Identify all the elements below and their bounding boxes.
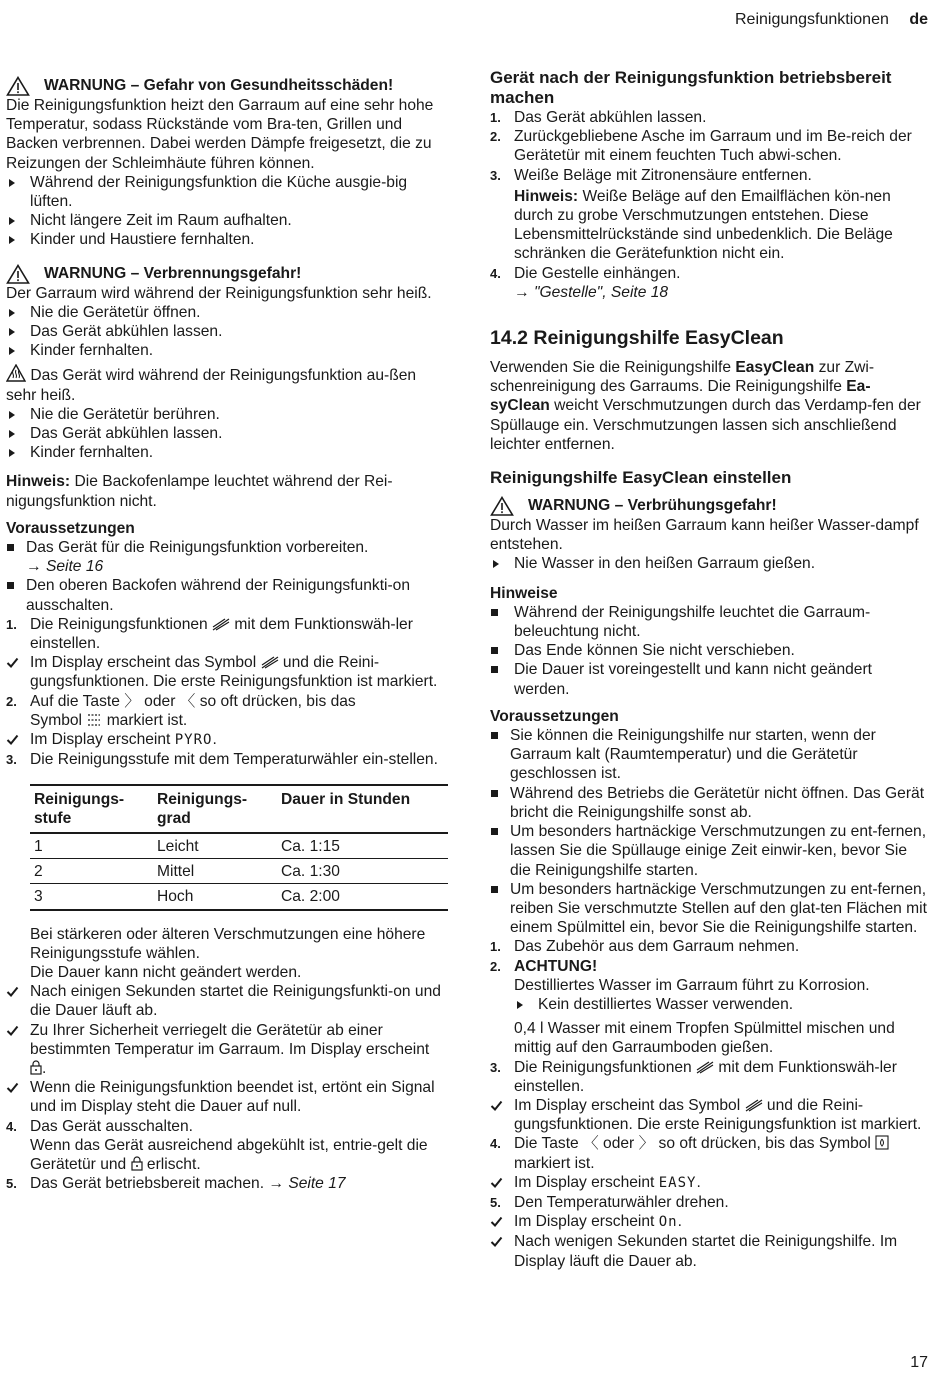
step-number: 1. — [490, 939, 501, 955]
step-text: Symbol — [30, 711, 82, 729]
warning-triangle-icon — [6, 76, 30, 96]
result — [6, 1078, 444, 1116]
chapter-heading: 14.2 Reinigungshilfe EasyClean — [490, 327, 784, 350]
page-reference: Seite 16 — [45, 558, 104, 576]
prerequisites-title: Voraussetzungen — [490, 707, 619, 725]
result — [6, 653, 444, 691]
checkmark-icon — [6, 733, 19, 746]
step-number: 4. — [6, 1118, 17, 1134]
table-cell: Ca. 1:15 — [277, 833, 448, 859]
warning-scald — [490, 496, 930, 516]
warning-triangle-icon — [490, 496, 514, 516]
result — [490, 1096, 930, 1134]
table-row — [30, 859, 448, 884]
list-item: Das Ende können Sie nicht verschieben. — [490, 641, 930, 660]
step-number: 2. — [490, 129, 501, 145]
step-text: markiert ist. — [514, 1154, 595, 1172]
step — [6, 1174, 444, 1193]
intro-text: weicht Verschmutzungen durch das Verdamp-fen der Spüllauge ein. Verschmutzungen lassen sich anschließend leichter entfernen. — [490, 397, 921, 453]
result-text: Zu Ihrer Sicherheit verriegelt die Gerätetür ab einer bestimmten Temperatur im Garraum. Im Display erscheint — [30, 1021, 430, 1058]
hint — [490, 187, 930, 264]
section-heading: Gerät nach der Reinigungsfunktion betriebsbereit machen — [490, 68, 892, 107]
step-text: erlischt. — [146, 1155, 201, 1173]
step-number: 2. — [490, 958, 501, 974]
step — [490, 108, 930, 127]
step-number: 5. — [490, 1194, 501, 1210]
step-number: 2. — [6, 693, 17, 709]
step — [490, 937, 930, 956]
cleaning-level-table — [30, 784, 448, 911]
page-header — [735, 10, 928, 29]
step-number: 3. — [490, 1059, 501, 1075]
step-text: Wenn das Gerät ausreichend abgekühlt ist, entrie-gelt die Gerätetür und — [30, 1136, 428, 1173]
step-text: Das Zubehör aus dem Garraum nehmen. — [514, 938, 800, 956]
note-text: Bei stärkeren oder älteren Verschmutzungen eine höhere Reinigungsstufe wählen. — [30, 925, 426, 962]
list-item: Den oberen Backofen während der Reinigungsfunkti-on ausschalten. — [6, 576, 444, 614]
intro-text: Ea-syClean — [490, 378, 871, 415]
step-text: mit dem Funktionswäh-ler einstellen. — [30, 615, 413, 653]
checkmark-icon — [490, 1235, 503, 1248]
warning-text: Die Reinigungsfunktion heizt den Garraum auf eine sehr hohe Temperatur, sodass Rückstände vom Bra-ten, Grillen und Backen verbrennen. Dabei werden Dämpfe freigesetzt, die zu Reizungen der Schleimhäute führen können. — [6, 97, 434, 172]
lock-icon — [30, 1060, 42, 1075]
step — [6, 615, 444, 653]
prerequisites-title: Voraussetzungen — [6, 519, 135, 537]
step — [6, 692, 444, 730]
warning-title: WARNUNG – Verbrennungsgefahr! — [44, 265, 302, 283]
step-text: Auf die Taste — [30, 692, 120, 710]
result-text: Im Display erscheint — [514, 1173, 655, 1191]
arrow-icon: → — [514, 283, 530, 301]
list-item: Um besonders hartnäckige Verschmutzungen zu ent-fernen, reiben Sie verschmutzte Stellen auf den glat-ten Flächen mit einem Spülmittel ein, bevor Sie die Reinigungshilfe starten. — [490, 880, 930, 938]
result — [490, 1173, 930, 1193]
step-text: so oft drücken, bis das Symbol — [658, 1135, 871, 1153]
arrow-icon: → — [26, 558, 42, 576]
step-number: 4. — [490, 1136, 501, 1152]
result-text: . — [212, 731, 217, 749]
intro-paragraph — [490, 358, 930, 454]
table-header-row — [30, 785, 448, 833]
table-cell: Ca. 1:30 — [277, 859, 448, 884]
result — [6, 1021, 444, 1079]
checkmark-icon — [6, 985, 19, 998]
step-text: 0,4 l Wasser mit einem Tropfen Spülmittel mischen und mittig auf den Garraumboden gießen. — [514, 1020, 895, 1057]
warning-text: Das Gerät wird während der Reinigungsfunktion au-ßen sehr heiß. — [6, 367, 417, 404]
step-text: Das Gerät abkühlen lassen. — [514, 109, 707, 126]
right-column — [490, 68, 930, 1271]
warning-text: Durch Wasser im heißen Garraum kann heißer Wasser-dampf entstehen. — [490, 517, 919, 554]
attention-text: Destilliertes Wasser im Garraum führt zu Korrosion. — [514, 976, 870, 994]
step-text: so oft drücken, bis das — [199, 692, 356, 710]
chevron-left-icon: 〈 — [179, 692, 196, 710]
step-text: Die Gestelle einhängen. — [514, 264, 681, 282]
display-readout: EASY — [658, 1174, 697, 1191]
prereq-text: Das Gerät für die Reinigungsfunktion vorbereiten. — [26, 539, 369, 557]
table-row — [30, 884, 448, 910]
step-number: 5. — [6, 1176, 17, 1192]
list-item: Sie können die Reinigungshilfe nur starten, wenn der Garraum kalt (Raumtemperatur) und die Gerätetür geschlossen ist. — [490, 726, 930, 784]
table-row — [30, 833, 448, 859]
result-text: Nach wenigen Sekunden startet die Reinigungshilfe. Im Display läuft die Dauer ab. — [514, 1233, 898, 1270]
result-text: . — [696, 1173, 701, 1191]
list-item: Während des Betriebs die Gerätetür nicht öffnen. Das Gerät bricht die Reinigungshilfe sonst ab. — [490, 784, 930, 822]
step-text: Das Gerät ausschalten. — [30, 1117, 193, 1135]
step-text: Die Reinigungsfunktionen — [30, 615, 208, 633]
list-item: Nie die Gerätetür berühren. — [6, 405, 444, 424]
result-text: Nach einigen Sekunden startet die Reinigungsfunkti-on und die Dauer läuft ab. — [30, 983, 441, 1020]
step-text: Den Temperaturwähler drehen. — [514, 1193, 729, 1211]
warning-health — [6, 76, 444, 96]
result — [6, 982, 444, 1020]
step — [490, 957, 930, 976]
result-text: und die Reini-gungsfunktionen. Die erste Reinigungsfunktion ist markiert. — [30, 654, 438, 691]
hint-text: Die Backofenlampe leuchtet während der Rei-nigungsfunktion nicht. — [6, 473, 393, 510]
list-item: Um besonders hartnäckige Verschmutzungen zu ent-fernen, lassen Sie die Spüllauge einige Zeit einwir-ken, bevor Sie die Reinigungshilfe starten. — [490, 822, 930, 880]
result — [490, 1212, 930, 1232]
result-text: und die Reini-gungsfunktionen. Die erste Reinigungsfunktion ist markiert. — [514, 1096, 922, 1134]
result-text: Im Display erscheint das Symbol — [514, 1096, 741, 1114]
list-item: Kinder fernhalten. — [6, 341, 444, 360]
hints-title: Hinweise — [490, 584, 558, 602]
table-cell: Mittel — [153, 859, 277, 884]
hot-surface-icon — [6, 364, 26, 382]
hint-label: Hinweis: — [514, 187, 579, 205]
step-number: 3. — [6, 752, 17, 768]
result-text: Wenn die Reinigungsfunktion beendet ist, ertönt ein Signal und im Display steht die Dauer auf null. — [30, 1079, 435, 1116]
page-reference: "Gestelle", Seite 18 — [533, 283, 669, 301]
intro-text: EasyClean — [735, 359, 815, 377]
step-text: mit dem Funktionswäh-ler einstellen. — [514, 1058, 897, 1095]
section-heading: Reinigungshilfe EasyClean einstellen — [490, 468, 792, 488]
warning-title: WARNUNG – Verbrühungsgefahr! — [528, 497, 777, 515]
step-number: 1. — [490, 110, 501, 125]
pyrolysis-icon — [212, 617, 230, 631]
chevron-right-icon: 〉 — [124, 692, 140, 710]
lock-icon — [131, 1156, 143, 1171]
list-item: Während der Reinigungshilfe leuchtet die Garraum-beleuchtung nicht. — [490, 603, 930, 641]
step — [490, 1058, 930, 1096]
step-number: 1. — [6, 616, 17, 632]
pyrolysis-icon — [696, 1060, 714, 1074]
checkmark-icon — [490, 1215, 503, 1228]
hot-surface-warning — [6, 364, 444, 404]
result-text: Im Display erscheint — [514, 1213, 655, 1231]
checkmark-icon — [6, 1081, 19, 1094]
step — [490, 1193, 930, 1212]
section-title: Reinigungsfunktionen — [734, 11, 889, 28]
language-code: de — [909, 11, 928, 28]
hint-label: Hinweis: — [6, 473, 71, 491]
result-text: . — [677, 1213, 682, 1231]
checkmark-icon — [6, 656, 19, 669]
list-item: Nicht längere Zeit im Raum aufhalten. — [6, 211, 444, 230]
pyrolysis-icon — [745, 1098, 763, 1112]
column-header: Reinigungs-stufe — [30, 785, 153, 833]
list-item: Kinder und Haustiere fernhalten. — [6, 230, 444, 249]
list-item: Das Gerät abkühlen lassen. — [6, 424, 444, 443]
checkmark-icon — [6, 1024, 19, 1037]
page-number: 17 — [910, 1353, 928, 1371]
step-text: Zurückgebliebene Asche im Garraum und im Be-reich der Gerätetür mit einem feuchten Tuch abwi-schen. — [514, 128, 912, 165]
table-cell: 3 — [30, 884, 153, 910]
result — [6, 730, 444, 750]
step-text: markiert ist. — [106, 711, 188, 729]
pyrolysis-icon — [261, 655, 279, 669]
warning-text: Der Garraum wird während der Reinigungsfunktion sehr heiß. — [6, 284, 432, 302]
intro-text: zur Zwi-schenreinigung des Garraums. Die Reinigungshilfe — [490, 359, 875, 396]
step-number: 4. — [490, 265, 501, 281]
table-cell: 1 — [30, 833, 153, 859]
step — [490, 1134, 930, 1172]
pyro-symbol-icon — [86, 713, 102, 727]
attention-label: ACHTUNG! — [514, 957, 598, 975]
chevron-left-icon: 〈 — [583, 1135, 599, 1153]
checkmark-icon — [490, 1099, 503, 1112]
display-readout: PYRO — [174, 732, 213, 749]
step-text: Das Gerät betriebsbereit machen. — [30, 1175, 265, 1193]
result — [490, 1232, 930, 1270]
list-item: Während der Reinigungsfunktion die Küche ausgie-big lüften. — [6, 173, 444, 211]
table-cell: Hoch — [153, 884, 277, 910]
note-text: Die Dauer kann nicht geändert werden. — [30, 963, 302, 981]
step — [6, 750, 444, 769]
result-text: Im Display erscheint — [30, 731, 171, 749]
checkmark-icon — [490, 1176, 503, 1189]
column-header: Dauer in Stunden — [277, 785, 448, 833]
list-item: Die Dauer ist voreingestellt und kann nicht geändert werden. — [490, 660, 930, 698]
step — [490, 166, 930, 185]
list-item: Nie Wasser in den heißen Garraum gießen. — [490, 554, 930, 573]
step-text: Weiße Beläge mit Zitronensäure entfernen. — [514, 166, 812, 184]
step-number: 3. — [490, 167, 501, 183]
result-text: . — [42, 1059, 47, 1077]
step — [490, 264, 930, 302]
warning-title: WARNUNG – Gefahr von Gesundheitsschäden! — [44, 77, 394, 95]
easyclean-symbol-icon — [875, 1135, 889, 1150]
hint-text: Weiße Beläge auf den Emailflächen kön-nen durch zu grobe Verschmutzungen entstehen. Diese Lebensmittelrückstände sind unbedenklich. Die Beläge schränken die Gerätefunktion nicht ein. — [514, 187, 893, 263]
list-item: Das Gerät abkühlen lassen. — [6, 322, 444, 341]
hint — [6, 472, 444, 510]
step-text: Die Reinigungsstufe mit dem Temperaturwähler ein-stellen. — [30, 751, 438, 769]
chevron-right-icon: 〉 — [638, 1135, 655, 1153]
warning-burn — [6, 264, 444, 284]
step — [490, 127, 930, 165]
list-item — [6, 538, 444, 576]
step-text: oder — [603, 1135, 635, 1153]
page-reference: Seite 17 — [288, 1175, 346, 1193]
step-text: Die Reinigungsfunktionen — [514, 1058, 692, 1076]
display-readout: On — [658, 1214, 678, 1231]
table-cell: Ca. 2:00 — [277, 884, 448, 910]
list-item: Kein destilliertes Wasser verwenden. — [514, 995, 930, 1014]
list-item: Nie die Gerätetür öffnen. — [6, 303, 444, 322]
table-cell: 2 — [30, 859, 153, 884]
result-text: Im Display erscheint das Symbol — [30, 654, 257, 672]
warning-triangle-icon — [6, 264, 30, 284]
step-text: oder — [144, 692, 176, 710]
left-column — [6, 68, 444, 1193]
intro-text: Verwenden Sie die Reinigungshilfe — [490, 359, 732, 377]
table-cell: Leicht — [153, 833, 277, 859]
list-item: Kinder fernhalten. — [6, 443, 444, 462]
arrow-icon: → — [268, 1175, 284, 1193]
step — [6, 1117, 444, 1175]
step-text: Die Taste — [514, 1135, 579, 1153]
column-header: Reinigungs-grad — [153, 785, 277, 833]
